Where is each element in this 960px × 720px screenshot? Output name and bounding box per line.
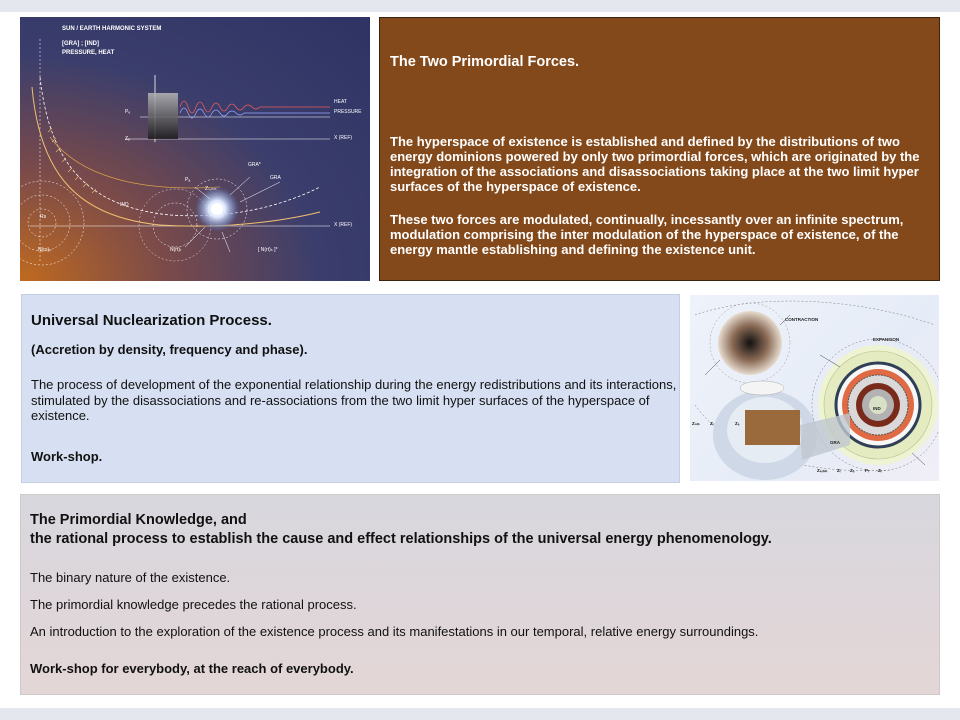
zs1-label: Zₛ,ₕₘ [817,468,828,473]
ns-label: N(rs)ₛ [38,247,51,253]
nuclearization-body: The process of development of the exponential relationship during the energy redistributions and its interactions, stimulated by the disassociations and re-associations from the two limit hyper surfaces of the hyperspace of existence. [31,377,677,423]
nuclearization-subtitle: (Accretion by density, frequency and phase). [31,342,308,357]
diagram-title-line2: [GRA] ; [IND] [62,41,99,47]
zr-label: Zᵣ [710,421,714,426]
forces-paragraph-2: These two forces are modulated, continually, incessantly over an infinite spectrum, modulation comprising the inter modulation of the hyperspace of existence, of the energy mantle establishing and defining the existence unit. [390,212,904,257]
knowledge-line-2: The primordial knowledge precedes the rational process. [30,597,357,612]
z3-label: Zᵣ [878,468,882,473]
gra-star-label: GRA* [248,162,261,168]
ze-label-2: Zₑ [735,421,740,426]
primordial-forces-card [379,17,940,281]
z1-label: Zᵢ [837,468,841,473]
gra-label-2: GRA [830,440,840,445]
pressure-label: PRESSURE [334,109,362,115]
heat-label: HEAT [334,99,347,105]
primordial-knowledge-card [20,494,940,695]
pa-label: Pₐ [185,177,191,183]
contraction-expansion-diagram [690,295,939,481]
diagram-title-line1: SUN / EARTH HARMONIC SYSTEM [62,26,162,32]
nuclearization-workshop: Work-shop. [31,449,103,464]
nrh-label: [ N(rt)ₕ ]* [258,247,278,253]
top-frame-bar [0,0,960,12]
knowledge-workshop: Work-shop for everybody, at the reach of everybody. [30,661,354,676]
nuclearization-card [21,294,680,483]
nuclearization-title: Universal Nuclearization Process. [31,312,272,329]
x-ref-upper-label: X (REF) [334,135,353,141]
ind-label-2: IND [873,406,881,411]
rs-label: Rs [40,214,47,220]
knowledge-line-3: An introduction to the exploration of the existence process and its manifestations in our temporal, relative energy surroundings. [30,624,759,639]
sun-earth-harmonic-diagram [20,17,370,281]
z2-label: Zₑ [850,468,855,473]
pe-label: Pₑ [125,109,131,115]
ze-label: Zₑ [125,136,130,142]
knowledge-title-line2: the rational process to establish the cause and effect relationships of the universal energy phenomenology. [30,531,772,547]
bottom-frame-bar [0,708,960,720]
contraction-label: CONTRACTION [785,317,819,322]
knowledge-line-1: The binary nature of the existence. [30,570,231,585]
expansion-label: EXPANSION [873,337,900,342]
ind-label: IND [120,202,129,208]
zsm-label: Zₛ,ₕₘ [205,186,217,192]
diagram-title-line3: PRESSURE, HEAT [62,50,115,56]
forces-title: The Two Primordial Forces. [390,54,580,70]
gra-label: GRA [270,175,281,181]
p-label: Pᵣ [865,468,870,473]
diagram-title [62,26,161,57]
knowledge-title-line1: The Primordial Knowledge, and [30,512,247,528]
forces-paragraph-1: The hyperspace of existence is established and defined by the distributions of two energy dominions powered by only two primordial forces, which are originated by the integration of the associations and disassociations taking place at the two limit hyper surfaces of the hyperspace of existence. [390,134,920,194]
nr-label: N(rt)ₜ [170,247,182,253]
zgm-label: Z₉ₘ [692,421,700,426]
x-ref-lower-label: X (REF) [334,222,353,228]
contraction-expansion-graphic [690,295,939,481]
